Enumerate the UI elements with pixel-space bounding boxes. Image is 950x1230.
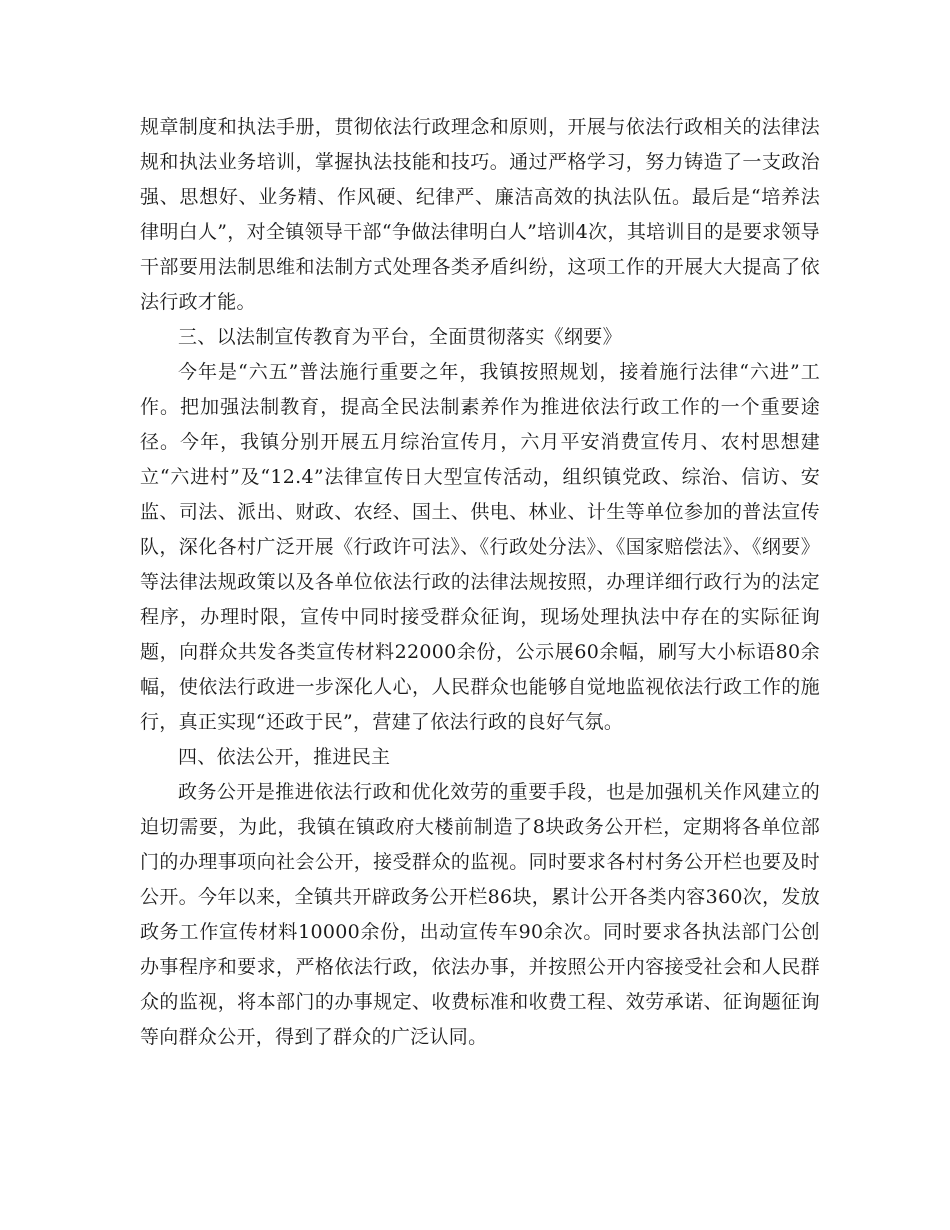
paragraph-legal-education: 今年是“六五”普法施行重要之年，我镇按照规划，接着施行法律“六进”工作。把加强法制教育，提高全民法制素养作为推进依法行政工作的一个重要途径。今年，我镇分别开展五月综治宣传月，六月平安消费宣传月、农村思想建立“六进村”及“12.4”法律宣传日大型宣传活动，组织镇党政、综治、信访、安监、司法、派出、财政、农经、国土、供电、林业、计生等单位参加的普法宣传队，深化各村广泛开展《行政许可法》、《行政处分法》、《国家赔偿法》、《纲要》等法律法规政策以及各单位依法行政的法律法规按照，办理详细行政行为的法定程序，办理时限，宣传中同时接受群众征询，现场处理执法中存在的实际征询题，向群众共发各类宣传材料22000余份，公示展60余幅，刷写大小标语80余幅，使依法行政进一步深化人心，人民群众也能够自觉地监视依法行政工作的施行，真正实现“还政于民”，营建了依法行政的良好气氛。: [140, 361, 820, 733]
section-heading-openness: 四、依法公开，推进民主: [178, 746, 391, 768]
document-body: [140, 110, 820, 1055]
paragraph-openness: 政务公开是推进依法行政和优化效劳的重要手段，也是加强机关作风建立的迫切需要，为此，我镇在镇政府大楼前制造了8块政务公开栏，定期将各单位部门的办理事项向社会公开，接受群众的监视。同时要求各村村务公开栏也要及时公开。今年以来，全镇共开辟政务公开栏86块，累计公开各类内容360次，发放政务工作宣传材料10000余份，出动宣传车90余次。同时要求各执法部门公创办事程序和要求，严格依法行政，依法办事，并按照公开内容接受社会和人民群众的监视，将本部门的办事规定、收费标准和收费工程、效劳承诺、征询题征询等向群众公开，得到了群众的广泛认同。: [140, 781, 820, 1048]
paragraph-training: 规章制度和执法手册，贯彻依法行政理念和原则，开展与依法行政相关的法律法规和执法业务培训，掌握执法技能和技巧。通过严格学习，努力铸造了一支政治强、思想好、业务精、作风硬、纪律严、廉洁高效的执法队伍。最后是“培养法律明白人”，对全镇领导干部“争做法律明白人”培训4次，其培训目的是要求领导干部要用法制思维和法制方式处理各类矛盾纠纷，这项工作的开展大大提高了依法行政才能。: [140, 116, 820, 313]
section-heading-legal-education: 三、以法制宣传教育为平台，全面贯彻落实《纲要》: [178, 326, 622, 348]
